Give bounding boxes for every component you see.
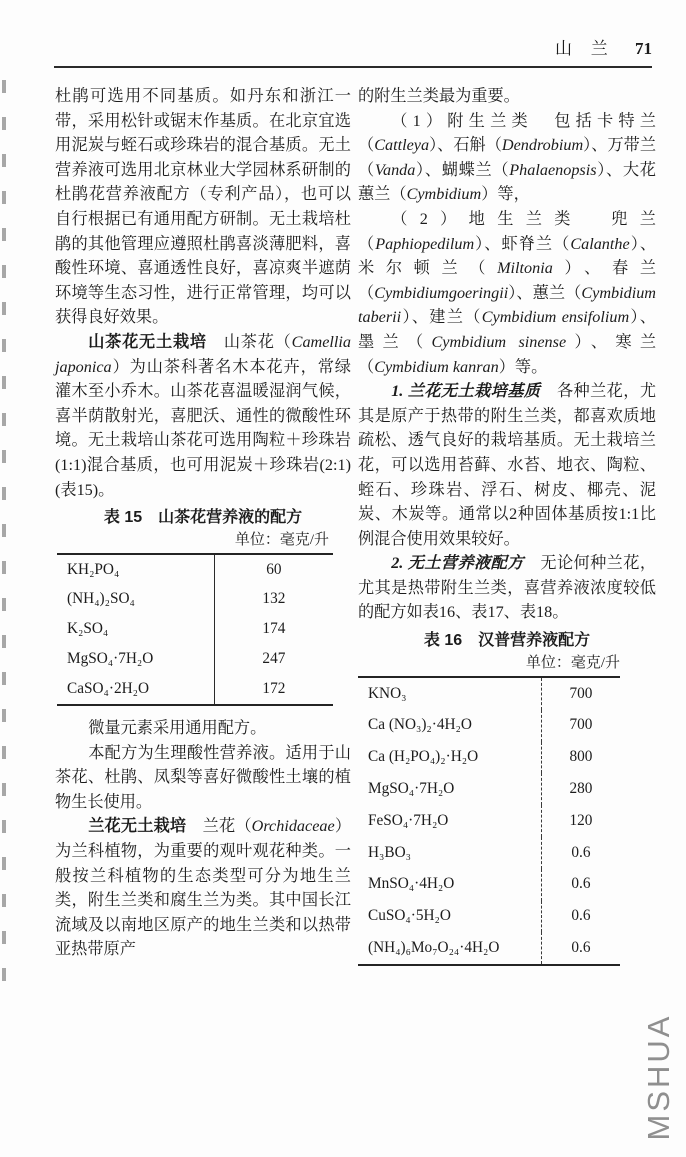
compound-cell: MgSO₄·7H₂O [358, 773, 541, 805]
text-segment: Dendrobium [501, 136, 584, 155]
text-segment: Paphiopedilum [375, 234, 475, 253]
table-15-block [55, 508, 351, 706]
text-segment: Vanda [374, 160, 416, 179]
text-segment: Camellia japonica [55, 332, 351, 376]
right-column [358, 84, 656, 976]
running-head-title: 山 兰 [555, 39, 615, 58]
text-segment: Cattleya [374, 136, 430, 155]
value-cell: 0.6 [571, 907, 591, 925]
table-15-title: 表 15 山茶花营养液的配方 [103, 509, 303, 527]
value-cell: 120 [569, 811, 593, 829]
table-15 [57, 553, 333, 706]
value-cell: 700 [569, 716, 593, 734]
table-row [358, 742, 620, 774]
compound-cell: Ca (NO₃)₂·4H₂O [358, 710, 541, 742]
text-segment: ）、万带兰（ [358, 136, 657, 179]
table-row [358, 932, 620, 965]
page-edge-marks [2, 80, 6, 1001]
text-segment: Orchidaceae [251, 817, 335, 836]
value-cell: 174 [262, 620, 286, 638]
table-row [358, 710, 620, 742]
text-segment: ）、米尔顿兰（ [358, 234, 657, 278]
paragraph [358, 84, 656, 109]
page-number: 71 [635, 39, 652, 58]
text-segment: ）、虾脊兰（ [474, 234, 571, 253]
header-rule [54, 66, 652, 68]
table-row [57, 585, 333, 615]
value-cell: 700 [569, 684, 593, 702]
text-segment: ）为兰科植物，为重要的观叶观花种类。一般按兰科植物的生态类型可分为地生兰类，附生兰类和腐生兰为类。其中国长江流域及以南地区原产的地生兰类和以热带亚热带原产 [55, 817, 352, 959]
compound-cell: MgSO₄·7H₂O [57, 644, 214, 674]
text-segment: Cymbidium [406, 185, 482, 204]
table-16 [358, 676, 620, 966]
left-column [55, 84, 351, 962]
paragraph [358, 109, 656, 207]
paragraph [55, 741, 351, 815]
page-header [0, 34, 652, 59]
text-segment: 2. 无土营养液配方 [391, 554, 524, 573]
value-cell: 0.6 [571, 843, 591, 861]
text-segment: Phalaenopsis [509, 160, 597, 179]
table-row [57, 674, 333, 705]
text-segment: 的附生兰类最为重要。 [358, 87, 520, 105]
text-segment: 兰花无土栽培 [88, 817, 187, 836]
text-segment: （1）附生兰类 包括卡特兰（ [358, 111, 656, 155]
value-cell: 0.6 [571, 938, 591, 956]
value-cell: 247 [262, 650, 286, 668]
text-segment: ）、蝴蝶兰（ [415, 160, 510, 179]
text-segment: Cymbidiumgoeringii [374, 283, 509, 302]
table-16-block [358, 631, 656, 966]
text-segment: ）为山茶科著名木本花卉，常绿灌木至小乔木。山茶花喜温暖湿润气候，喜半荫散射光，喜肥沃、通性的微酸性环境。无土栽培山茶花可选用陶粒＋珍珠岩(1:1)混合基质，也可用泥炭＋珍珠岩(2:1)(表15)。 [55, 357, 351, 499]
compound-cell: (NH₄)₆Mo₇O₂₄·4H₂O [358, 932, 541, 965]
compound-cell: KNO₃ [358, 677, 541, 710]
table-row [358, 773, 620, 805]
text-segment: Cymbidium kanran [374, 357, 499, 376]
compound-cell: FeSO₄·7H₂O [358, 805, 541, 837]
text-segment: 无论何种兰花，尤其是热带附生兰类，喜营养液浓度较低的配方如表16、表17、表18。 [358, 554, 657, 622]
text-segment: ）、春兰（ [358, 259, 657, 302]
table-15-unit: 单位：毫克/升 [234, 532, 329, 549]
text-segment: ）、大花蕙兰（ [358, 160, 656, 204]
paragraph [358, 379, 656, 551]
compound-cell: MnSO₄·4H₂O [358, 869, 541, 901]
table-16-unit: 单位：毫克/升 [525, 655, 620, 672]
value-cell: 172 [262, 679, 286, 697]
text-segment: ）、寒兰（ [358, 332, 657, 376]
paragraph [55, 84, 351, 330]
text-segment: Miltonia [497, 259, 553, 278]
text-segment: ）等。 [498, 357, 548, 376]
compound-cell: Ca (H₂PO₄)₂·H₂O [358, 742, 541, 774]
value-cell: 800 [569, 748, 593, 766]
text-segment: 山茶花无土栽培 [88, 332, 207, 351]
table-row [358, 901, 620, 933]
text-segment: 1. 兰花无土栽培基质 [391, 382, 541, 401]
text-segment: ）、墨兰（ [358, 308, 656, 351]
text-segment: Cymbidium ensifolium [481, 308, 630, 327]
paragraph [358, 551, 656, 625]
text-segment: ）、蕙兰（ [508, 283, 582, 302]
table-row [358, 677, 620, 710]
table-row [57, 615, 333, 645]
text-segment: 各种兰花，尤其是原产于热带的附生兰类，都喜欢质地疏松、透气良好的栽培基质。无土栽培兰花，可以选用苔藓、水苔、地衣、陶粒、蛭石、珍珠岩、浮石、树皮、椰壳、泥炭、木炭等。通常以2种固体基质按1:1比例混合使用效果较好。 [358, 382, 657, 548]
text-segment: ）、建兰（ [401, 308, 482, 327]
compound-cell: K₂SO₄ [57, 615, 214, 645]
text-segment: 微量元素采用通用配方。 [88, 719, 267, 737]
paragraph [55, 330, 351, 502]
text-segment: Calanthe [570, 234, 630, 253]
text-segment: 本配方为生理酸性营养液。适用于山茶花、杜鹃、凤梨等喜好微酸性土壤的植物生长使用。 [55, 743, 351, 811]
text-segment: Cymbidium taberii [358, 283, 656, 327]
text-segment: Cymbidium sinense [431, 332, 567, 351]
compound-cell: CuSO₄·5H₂O [358, 901, 541, 933]
text-segment: 兰花（ [186, 817, 252, 836]
paragraph [55, 814, 351, 962]
table-16-title: 表 16 汉普营养液配方 [423, 632, 591, 650]
value-cell: 60 [266, 560, 282, 578]
value-cell: 280 [569, 780, 593, 797]
text-segment: 山茶花（ [206, 332, 292, 351]
table-row [358, 869, 620, 901]
paragraph [358, 207, 656, 379]
table-row [358, 805, 620, 837]
compound-cell: H₃BO₃ [358, 837, 541, 869]
text-segment: ）、石斛（ [429, 136, 502, 155]
text-segment: ）等， [481, 185, 530, 204]
paragraph [55, 716, 351, 741]
compound-cell: KH₂PO₄ [57, 554, 214, 585]
table-row [358, 837, 620, 869]
text-segment: （2）地生兰类 兜兰（ [358, 209, 656, 253]
value-cell: 132 [262, 590, 286, 608]
text-segment: 杜鹃可选用不同基质。如丹东和浙江一带，采用松针或锯末作基质。在北京宜选用泥炭与蛭石或珍珠岩的混合基质。无土营养液可选用北京林业大学园林系研制的杜鹃花营养液配方（专利产品），也可以自行根据已有通用配方研制。无土栽培杜鹃的其他管理应遵照杜鹃喜淡薄肥料，喜酸性环境、喜通透性良好，喜凉爽半遮荫环境等生态习性，进行正常管理，均可以获得良好效果。 [55, 87, 351, 327]
compound-cell: (NH₄)₂SO₄ [57, 585, 214, 615]
watermark: MSHUA [641, 1013, 676, 1141]
value-cell: 0.6 [571, 875, 591, 893]
table-row [57, 554, 333, 585]
compound-cell: CaSO₄·2H₂O [57, 674, 214, 705]
table-row [57, 644, 333, 674]
